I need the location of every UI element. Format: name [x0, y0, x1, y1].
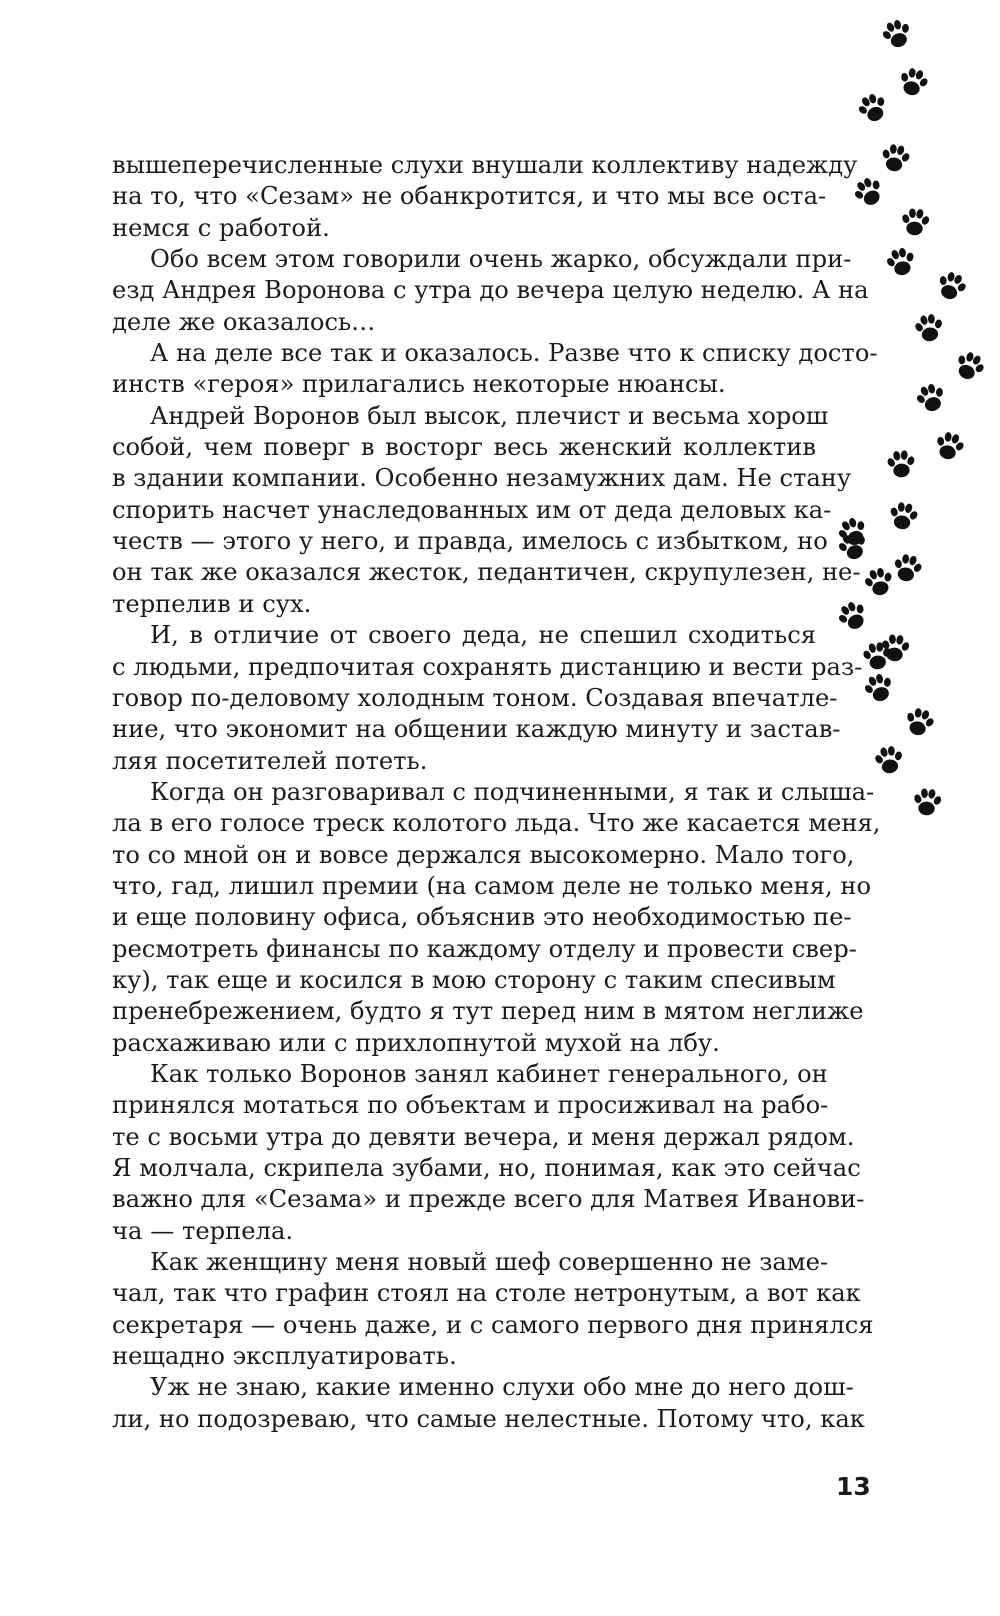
text-line: ку), так еще и косился в мою сторону с таким спесивым — [112, 965, 836, 994]
text-line: и еще половину офиса, объяснив это необходимостью пе- — [112, 903, 852, 932]
text-line: ляя посетителей потеть. — [112, 746, 428, 775]
paw-print-icon — [883, 447, 920, 484]
paw-print-icon — [909, 785, 946, 822]
paw-print-icon — [946, 344, 991, 389]
text-line: вышеперечисленные слухи внушали коллективу надежду — [112, 151, 858, 179]
text-line: важно для «Сезама» и прежде всего для Матвея Иванови- — [112, 1185, 865, 1214]
text-line: на то, что «Сезам» не обанкротится, и что мы все оста- — [112, 182, 827, 211]
paw-print-icon — [883, 497, 922, 536]
text-line: в здании компании. Особенно незамужних дам. Не стану — [112, 464, 852, 493]
text-line: пренебрежением, будто я тут перед ним в мятом неглиже — [112, 997, 864, 1026]
paw-print-icon — [897, 205, 934, 242]
text-line: ла в его голосе треск колотого льда. Что же касается меня, — [112, 809, 881, 838]
text-line: деле же оказалось… — [112, 307, 376, 336]
text-line: расхаживаю или с прихлопнутой мухой на лбу. — [112, 1028, 720, 1057]
paw-print-icon — [880, 242, 922, 284]
paw-print-icon — [892, 62, 934, 104]
text-line: честв — этого у него, и правда, имелось с избытком, но — [112, 527, 828, 556]
text-line: те с восьми утра до девяти вечера, и меня держал рядом. — [112, 1122, 855, 1151]
text-line: езд Андрея Воронова с утра до вечера целую неделю. А на — [112, 276, 869, 305]
text-line: то со мной он и вовсе держался высокомерно. Мало того, — [112, 840, 855, 869]
text-line: немся с работой. — [112, 213, 330, 242]
paw-print-icon — [875, 13, 919, 57]
paw-print-icon — [875, 139, 914, 178]
text-line: собой, чем поверг в восторг весь женский коллектив — [112, 433, 816, 462]
text-line: принялся мотаться по объектам и просиживал на рабо- — [112, 1091, 829, 1120]
paw-print-icon — [850, 86, 895, 131]
paw-print-icon — [909, 309, 948, 348]
text-line: ресмотреть финансы по каждому отделу и провести свер- — [112, 934, 857, 963]
text-line: Я молчала, скрипела зубами, но, понимая, как это сейчас — [112, 1154, 861, 1182]
paw-print-icon — [887, 549, 927, 589]
text-line: спорить насчет унаследованных им от деда деловых ка- — [112, 495, 832, 524]
text-line: говор по-деловому холодным тоном. Создавая впечатле- — [112, 683, 838, 712]
text-line: И, в отличие от своего деда, не спешил сходиться — [150, 621, 816, 650]
text-line: инств «героя» прилагались некоторые нюансы. — [112, 370, 726, 399]
text-line: Уж не знаю, какие именно слухи обо мне до него дош- — [150, 1373, 854, 1402]
text-line: нещадно эксплуатировать. — [112, 1342, 457, 1371]
paw-print-icon — [898, 702, 940, 744]
paw-print-icon — [928, 426, 970, 468]
body-text — [112, 150, 881, 1435]
text-line: А на деле все так и оказалось. Разве что к списку досто- — [150, 339, 878, 368]
text-line: Когда он разговаривал с подчиненными, я так и слыша- — [150, 777, 875, 806]
text-line: Как женщину меня новый шеф совершенно не заме- — [150, 1248, 829, 1277]
text-line: чал, так что графин стоял на столе нетронутым, а вот как — [112, 1279, 861, 1308]
paw-print-icon — [869, 741, 908, 780]
text-line: с людьми, предпочитая сохранять дистанцию и вести раз- — [112, 652, 863, 681]
text-line: ли, но подозреваю, что самые нелестные. Потому что, как — [112, 1404, 865, 1433]
text-line: он так же оказался жесток, педантичен, скрупулезен, не- — [112, 558, 861, 587]
text-line: секретаря — очень даже, и с самого первого дня принялся — [112, 1310, 874, 1339]
text-line: Обо всем этом говорили очень жарко, обсуждали при- — [150, 245, 852, 274]
paw-print-icon — [909, 377, 953, 421]
text-line: что, гад, лишил премии (на самом деле не только меня, но — [112, 871, 872, 900]
text-line: Как только Воронов занял кабинет генерального, он — [150, 1059, 828, 1088]
paw-print-icon — [929, 265, 973, 309]
paw-print-icon — [858, 638, 896, 676]
text-line: ча — терпела. — [112, 1216, 294, 1245]
page-number: 13 — [836, 1472, 871, 1501]
text-line: ние, что экономит на общении каждую минуту и застав- — [112, 715, 841, 744]
text-line: терпелив и сух. — [112, 589, 312, 618]
text-line: Андрей Воронов был высок, плечист и весьма хорош — [150, 401, 829, 430]
